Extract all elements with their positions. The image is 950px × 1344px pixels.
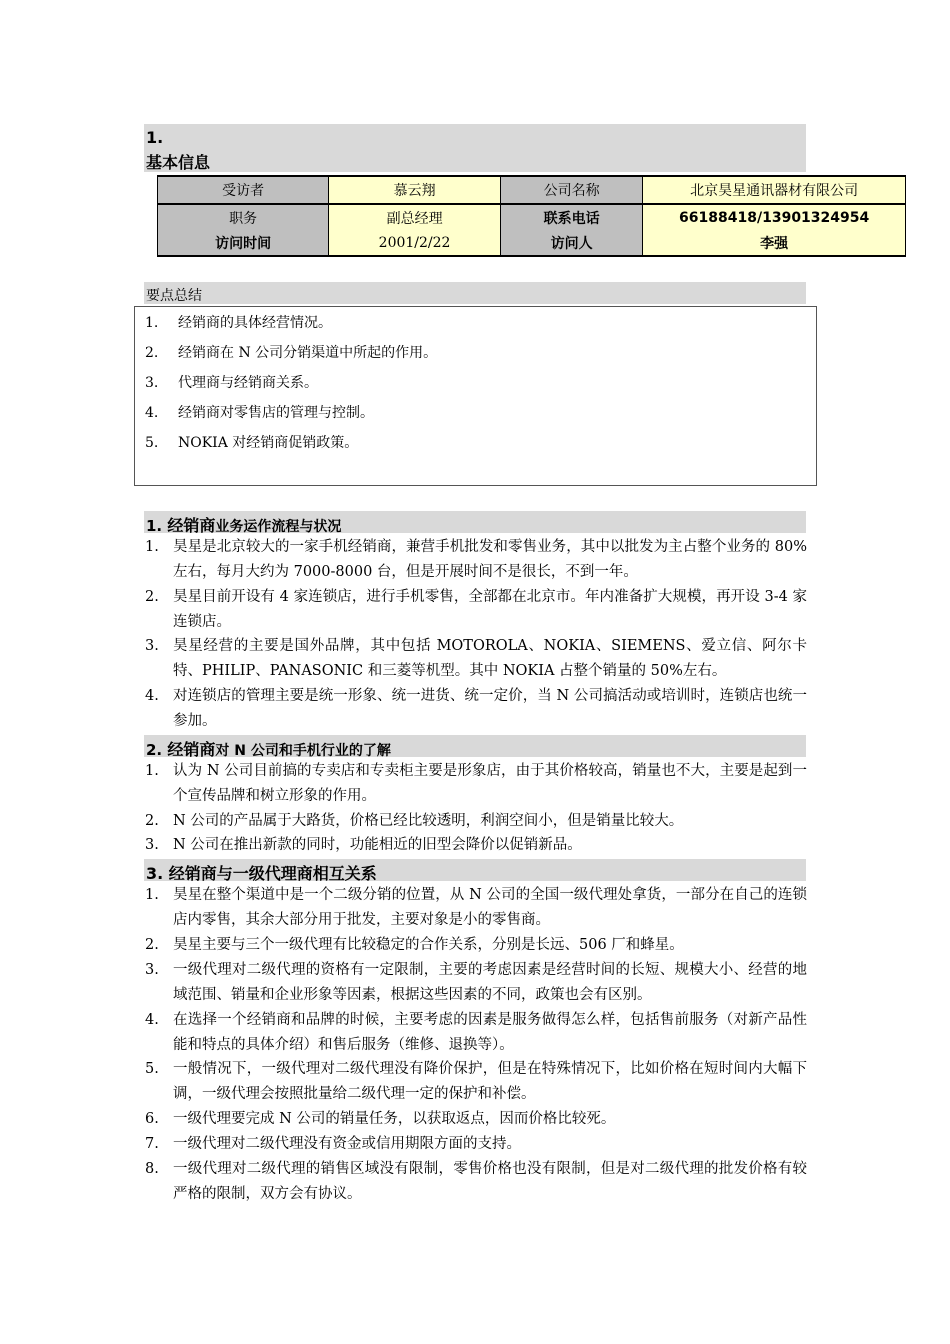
phone-label: 联系电话: [500, 204, 642, 230]
basic-info-title: 基本信息: [146, 153, 211, 172]
list-item: 3. 一级代理对二级代理的资格有一定限制，主要的考虑因素是经营时间的长短、规模大小、经营的地域范围、销量和企业形象等因素，根据这些因素的不同，政策也会有区别。: [145, 962, 807, 1003]
list-item: 5. NOKIA 对经销商促销政策。: [145, 435, 359, 451]
visitor-label: 访问人: [500, 230, 642, 256]
list-item: 2. 昊星目前开设有 4 家连锁店，进行手机零售，全部都在北京市。年内准备扩大规模，再开设 3-4 家连锁店。: [145, 589, 807, 630]
section-heading: 2. 经销商对 N 公司和手机行业的了解: [146, 740, 391, 759]
company-value: 北京昊星通讯器材有限公司: [643, 176, 906, 204]
interviewee-value: 慕云翔: [329, 176, 501, 204]
basic-info-number: 1.: [146, 128, 164, 147]
summary-box: [134, 306, 817, 486]
list-item: 7. 一级代理对二级代理没有资金或信用期限方面的支持。: [145, 1136, 521, 1152]
list-item: 2. N 公司的产品属于大路货，价格已经比较透明，利润空间小，但是销量比较大。: [145, 813, 684, 829]
list-item: 1. 昊星在整个渠道中是一个二级分销的位置，从 N 公司的全国一级代理处拿货，一部分在自己的连锁店内零售，其余大部分用于批发，主要对象是小的零售商。: [145, 887, 807, 928]
list-item: 6. 一级代理要完成 N 公司的销量任务，以获取返点，因而价格比较死。: [145, 1111, 616, 1127]
list-item: 5. 一般情况下，一级代理对二级代理没有降价保护，但是在特殊情况下，比如价格在短时间内大幅下调，一级代理会按照批量给二级代理一定的保护和补偿。: [145, 1061, 807, 1102]
list-item: 1. 昊星是北京较大的一家手机经销商，兼营手机批发和零售业务，其中以批发为主占整个业务的 80%左右，每月大约为 7000-8000 台，但是开展时间不是很长，不到一年。: [145, 539, 807, 580]
list-item: 4. 对连锁店的管理主要是统一形象、统一进货、统一定价，当 N 公司搞活动或培训时，连锁店也统一参加。: [145, 688, 807, 729]
table-row: [158, 230, 906, 256]
company-label: 公司名称: [500, 176, 642, 204]
list-item: 1. 认为 N 公司目前搞的专卖店和专卖柜主要是形象店，由于其价格较高，销量也不大，主要是起到一个宣传品牌和树立形象的作用。: [145, 763, 807, 804]
list-item: 1. 经销商的具体经营情况。: [145, 315, 332, 331]
summary-title: 要点总结: [146, 288, 202, 304]
summary-header-band: [144, 282, 806, 304]
position-value: 副总经理: [329, 204, 501, 230]
list-item: 2. 昊星主要与三个一级代理有比较稳定的合作关系，分别是长远、506 厂和蜂星。: [145, 937, 684, 953]
basic-info-header-band: [144, 124, 806, 172]
basic-info-table: [157, 175, 906, 257]
section-heading: 1. 经销商业务运作流程与状况: [146, 516, 342, 535]
list-item: 8. 一级代理对二级代理的销售区域没有限制，零售价格也没有限制，但是对二级代理的批发价格有较严格的限制，双方会有协议。: [145, 1161, 807, 1202]
section-heading: 3. 经销商与一级代理商相互关系: [146, 864, 377, 883]
visitor-value: 李强: [643, 230, 906, 256]
table-row: [158, 204, 906, 230]
visit-time-value: 2001/2/22: [329, 230, 501, 256]
position-label: 职务: [158, 204, 329, 230]
phone-value: 66188418/13901324954: [643, 204, 906, 230]
list-item: 2. 经销商在 N 公司分销渠道中所起的作用。: [145, 345, 438, 361]
visit-time-label: 访问时间: [158, 230, 329, 256]
list-item: 3. 代理商与经销商关系。: [145, 375, 318, 391]
interviewee-label: 受访者: [158, 176, 329, 204]
list-item: 4. 经销商对零售店的管理与控制。: [145, 405, 374, 421]
list-item: 3. 昊星经营的主要是国外品牌，其中包括 MOTOROLA、NOKIA、SIEMENS、爱立信、阿尔卡特、PHILIP、PANASONIC 和三菱等机型。其中 NOKIA 占整个销量的 50%左右。: [145, 638, 807, 679]
table-row: [158, 176, 906, 204]
list-item: 3. N 公司在推出新款的同时，功能相近的旧型会降价以促销新品。: [145, 837, 582, 853]
list-item: 4. 在选择一个经销商和品牌的时候，主要考虑的因素是服务做得怎么样，包括售前服务（对新产品性能和特点的具体介绍）和售后服务（维修、退换等）。: [145, 1012, 807, 1053]
